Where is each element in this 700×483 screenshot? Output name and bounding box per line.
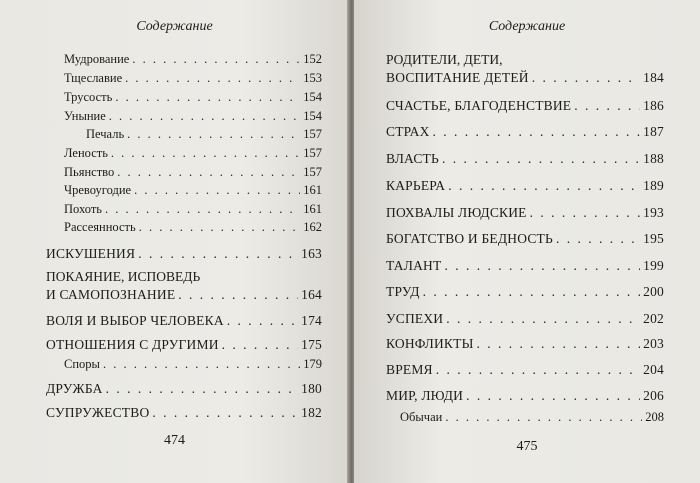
leader-dots xyxy=(125,71,300,86)
leader-dots xyxy=(117,165,300,180)
right-page-number: 475 xyxy=(516,439,538,454)
toc-entry-label: Похоть xyxy=(64,202,102,216)
toc-entry-page: 154 xyxy=(303,90,322,104)
toc-entry-page: 161 xyxy=(303,183,322,197)
leader-dots xyxy=(477,336,641,352)
toc-section xyxy=(386,70,664,86)
toc-section-page: 174 xyxy=(301,313,322,328)
toc-entry xyxy=(64,71,322,86)
toc-entry xyxy=(400,410,664,425)
leader-dots xyxy=(115,90,300,105)
toc-section-page: 182 xyxy=(301,405,322,420)
toc-section-label: ИСКУШЕНИЯ xyxy=(46,246,136,261)
toc-section-page: 202 xyxy=(643,311,664,326)
toc-entry-label: Споры xyxy=(64,357,100,371)
toc-entry xyxy=(64,183,322,198)
leader-dots xyxy=(111,146,300,161)
toc-entry-page: 208 xyxy=(645,410,664,424)
left-page-number: 474 xyxy=(164,433,185,448)
toc-section xyxy=(386,124,664,140)
toc-section xyxy=(46,381,322,397)
toc-section-label: КАРЬЕРА xyxy=(386,178,446,193)
leader-dots xyxy=(106,381,299,397)
toc-section xyxy=(386,98,664,114)
toc-section-label: ТАЛАНТ xyxy=(386,258,442,273)
toc-section xyxy=(386,362,664,378)
toc-entry xyxy=(64,52,322,67)
toc-entry-label: Печаль xyxy=(86,127,125,141)
toc-section-page: 184 xyxy=(643,70,664,85)
toc-section-page: 200 xyxy=(643,284,664,299)
toc-section-page: 187 xyxy=(643,124,664,139)
toc-entry-page: 157 xyxy=(303,127,322,141)
toc-section xyxy=(46,405,322,421)
leader-dots xyxy=(446,311,640,327)
toc-entry xyxy=(64,220,322,235)
toc-section xyxy=(46,313,322,329)
toc-entry-page: 157 xyxy=(303,146,322,160)
leader-dots xyxy=(532,70,640,86)
leader-dots xyxy=(442,151,640,167)
toc-entry-page: 161 xyxy=(303,202,322,216)
toc-section-label: КОНФЛИКТЫ xyxy=(386,336,474,351)
leader-dots xyxy=(436,362,640,378)
toc-entry xyxy=(64,109,322,124)
toc-section-label-line1: ПОКАЯНИЕ, ИСПОВЕДЬ xyxy=(46,269,201,284)
toc-section-page: 203 xyxy=(643,336,664,351)
toc-section-page: 164 xyxy=(301,287,322,302)
right-running-head: Содержание xyxy=(488,19,566,34)
toc-section xyxy=(386,151,664,167)
toc-section-label: ВОЛЯ И ВЫБОР ЧЕЛОВЕКА xyxy=(46,313,224,328)
leader-dots xyxy=(103,357,300,372)
left-running-head: Содержание xyxy=(136,19,213,34)
toc-section-page: 193 xyxy=(643,205,664,220)
toc-entry xyxy=(64,90,322,105)
toc-section xyxy=(386,178,664,194)
toc-section-label: УСПЕХИ xyxy=(386,311,444,326)
toc-section xyxy=(46,246,322,262)
toc-section-label: БОГАТСТВО И БЕДНОСТЬ xyxy=(386,231,553,246)
toc-entry-page: 152 xyxy=(303,52,322,66)
toc-section-page: 206 xyxy=(643,388,664,403)
toc-section-label: СУПРУЖЕСТВО xyxy=(46,405,150,420)
toc-section xyxy=(46,287,322,303)
toc-section xyxy=(386,388,664,404)
toc-section-page: 175 xyxy=(301,337,322,352)
toc-entry-label: Леность xyxy=(64,146,108,160)
toc-section-page: 163 xyxy=(301,246,322,261)
leader-dots xyxy=(109,109,300,124)
toc-entry-label: Пьянство xyxy=(64,165,115,179)
toc-section-label: ПОХВАЛЫ ЛЮДСКИЕ xyxy=(386,205,527,220)
left-page xyxy=(0,0,349,483)
leader-dots xyxy=(222,337,298,353)
toc-entry-page: 157 xyxy=(303,165,322,179)
leader-dots xyxy=(178,287,298,303)
toc-section-label: ВРЕМЯ xyxy=(386,362,433,377)
toc-entry-label: Рассеянность xyxy=(64,220,136,234)
toc-section xyxy=(386,336,664,352)
toc-section-page: 186 xyxy=(643,98,664,113)
toc-section xyxy=(386,205,664,221)
toc-section-page: 204 xyxy=(643,362,664,377)
toc-entry-page: 154 xyxy=(303,109,322,123)
toc-section xyxy=(386,258,664,274)
leader-dots xyxy=(132,52,300,67)
leader-dots xyxy=(556,231,640,247)
leader-dots xyxy=(530,205,641,221)
toc-section-label-line1: РОДИТЕЛИ, ДЕТИ, xyxy=(386,52,503,67)
leader-dots xyxy=(433,124,641,140)
toc-entry xyxy=(86,127,322,142)
leader-dots xyxy=(139,220,301,235)
toc-entry-label: Чревоугодие xyxy=(64,183,132,197)
toc-entry-label: Уныние xyxy=(64,109,106,123)
leader-dots xyxy=(127,127,300,142)
toc-section-label: ТРУД xyxy=(386,284,420,299)
toc-section-label: ОТНОШЕНИЯ С ДРУГИМИ xyxy=(46,337,219,352)
toc-section-label: И САМОПОЗНАНИЕ xyxy=(46,287,176,302)
toc-entry xyxy=(64,146,322,161)
toc-section-label: СТРАХ xyxy=(386,124,430,139)
leader-dots xyxy=(445,410,642,425)
toc-section-page: 180 xyxy=(301,381,322,396)
toc-section-label: ВЛАСТЬ xyxy=(386,151,439,166)
leader-dots xyxy=(227,313,298,329)
toc-section-label: МИР, ЛЮДИ xyxy=(386,388,464,403)
right-page xyxy=(354,0,700,483)
toc-entry-label: Тщеславие xyxy=(64,71,123,85)
toc-section-page: 195 xyxy=(643,231,664,246)
leader-dots xyxy=(448,178,640,194)
toc-section-label: ДРУЖБА xyxy=(46,381,103,396)
toc-section xyxy=(386,311,664,327)
toc-entry xyxy=(64,165,322,180)
toc-entry-page: 162 xyxy=(303,220,322,234)
leader-dots xyxy=(105,202,300,217)
toc-section-page: 188 xyxy=(643,151,664,166)
toc-entry-page: 179 xyxy=(303,357,322,371)
leader-dots xyxy=(466,388,640,404)
toc-section-label: ВОСПИТАНИЕ ДЕТЕЙ xyxy=(386,70,529,85)
toc-entry-label: Обычаи xyxy=(400,410,443,424)
toc-entry-page: 153 xyxy=(303,71,322,85)
leader-dots xyxy=(138,246,298,262)
toc-section xyxy=(386,284,664,300)
leader-dots xyxy=(152,405,298,421)
toc-entry-label: Трусость xyxy=(64,90,113,104)
toc-section xyxy=(46,337,322,353)
leader-dots xyxy=(423,284,641,300)
leader-dots xyxy=(574,98,640,114)
toc-entry xyxy=(64,357,322,372)
toc-entry xyxy=(64,202,322,217)
toc-entry-label: Мудрование xyxy=(64,52,130,66)
toc-section-label: СЧАСТЬЕ, БЛАГОДЕНСТВИЕ xyxy=(386,98,572,113)
leader-dots xyxy=(444,258,640,274)
leader-dots xyxy=(134,183,300,198)
toc-section xyxy=(386,231,664,247)
toc-section-page: 189 xyxy=(643,178,664,193)
toc-section-page: 199 xyxy=(643,258,664,273)
